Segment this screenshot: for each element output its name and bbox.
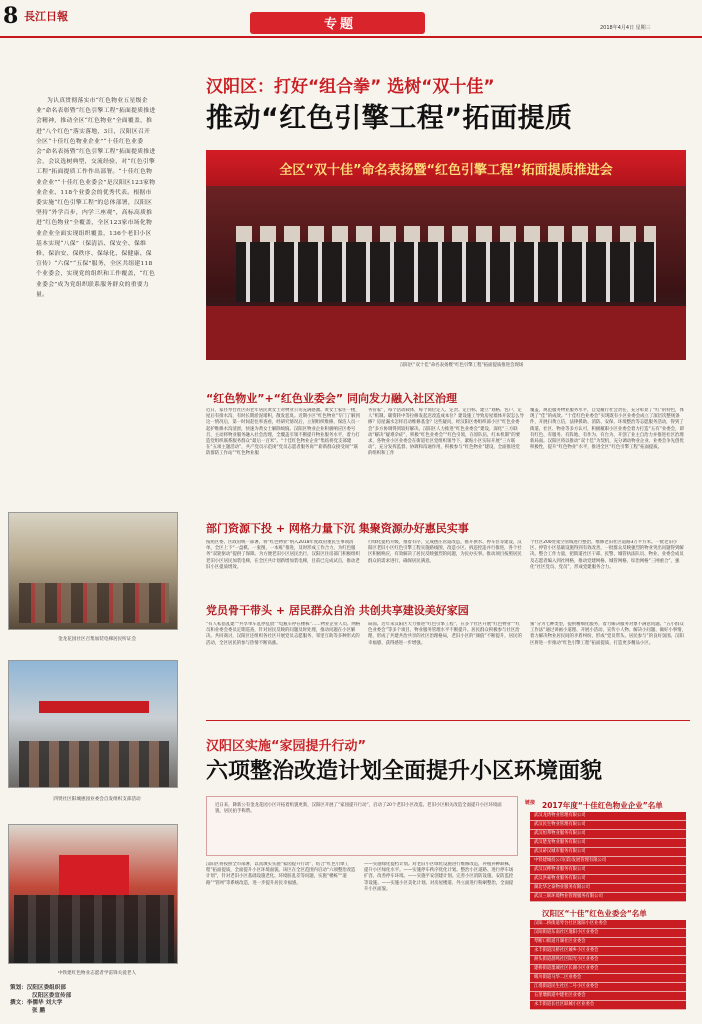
- list2-item: 汉阳街道东南社区逸阳小区业委会: [530, 929, 686, 938]
- list2-item: 永丰街道汉桥社区城乡小区业委会: [530, 947, 686, 956]
- section1-title: “红色物业”+“红色业委会” 同向发力融入社区治理: [206, 392, 457, 405]
- story1-headline: 推动“红色引擎工程”拓面提质: [206, 103, 573, 134]
- list2-item: 汉阳二桥街道琴台社区逸阳小区业委会: [530, 920, 686, 929]
- list1-item: 湖北华之泰物业服务有限公司: [530, 884, 686, 893]
- list2-item: 洲头街道晨鸣社区阳光小区业委会: [530, 956, 686, 965]
- list2-item: 五里墩街道中建社区业委会: [530, 992, 686, 1001]
- section2-col3: 个社区200处架空管线进行整治，维修老旧社区道路3万平方米。一批老旧小区、停管小区基础设施得到有效改善，一批群众反映强烈的物业突出问题得到解决。整合工作力量，把街道社区干部、民警、城管执法队员、物业、业委会成员及志愿者编入到社网格，推动党建网格、城管网格、综治网格“三网重合”，强化“社区党员、党员”，形成党建服务合力。: [530, 540, 684, 570]
- list2-item: 建桥街道墨城社区长湖小区业委会: [530, 965, 686, 974]
- story1-subtitle: 汉阳区：打好“组合拳” 选树“双十佳”: [206, 77, 495, 97]
- photo-caption-1: 金龙花园社区召集加装电梯居民听证会: [57, 637, 137, 642]
- list1-item: 武汉民生物业管理有限公司: [530, 821, 686, 830]
- section1-col3: 覆盖，规范服务物业服务水平，自觉履行社会责任，充分彰显了“红”的特色，体现了“佳”的成效。“十佳红色业委会”实现既有小区业委会成立了深层次整规条件，开展扫黄立信，法律援助、消防、安保、环境整治等志愿服务活动，得到了街道、社区、物业等多方认可，积极履职小区业委会着力打造“五有”业委会，即有红色、有服务、有阵地、有作为、有台为、开创了业主自治力并推进社区治理新局面。汉阳区将以推动“双十佳”为契机，充分调动物业企业、业委会争先创优积极性，提升“红色物业”水平，推进全区“红色引擎工程”拓面提质。: [530, 408, 684, 451]
- list2-item: 晴川街道马华二区业委会: [530, 974, 686, 983]
- issue-date: 2018年4月4日 星期三: [600, 25, 651, 31]
- list1-title: 2017年度“十佳红色物业企业”名单: [542, 801, 663, 810]
- story2-col1: 汉阳区将按照全市部署，以真填实实施“家园提升行动”，结合“红色引擎工程”拓面提质，全面提升小区环境面貌。该区在全区范围内启动“六项整治改造计划”，针对老旧小区基础设施老化、环境脏乱差等问题，实施“楼栋”“道路”“管网”等系统改造，进一步提升居民幸福感。: [206, 862, 356, 886]
- photo-party-activity: [8, 660, 178, 788]
- section3-col1: “有人私搭乱建”“共享单车乱停乱放”“电瓶车停在楼栋”……物业企业人员、网格员和业委会委员定期巡查，针对居民反映的问题及时处理，推动问题在小区解决。共同商讨，汉阳区还组织各社区开展党员志愿服务、邻里互助等多种形式的活动，全区居民的参与热情不断高涨。: [206, 622, 361, 646]
- section3-col2: 局面。近年来汉阳区大力推进“红色引擎工程”，在多个社区开展“红色物业”“红色业委会”等多个项目，物业服务管理水平不断提升。居民群众积极参与社区治理，形成了共建共治共享的社区治理格局，老旧小区的“颜值”不断提升，居民的幸福感、获得感进一步增强。: [368, 622, 522, 646]
- list1-item: 武汉楚龙物业服务有限公司: [530, 839, 686, 848]
- main-photo: [206, 150, 686, 360]
- photo-caption-2: 四贤社区阳城惠园业委会自发组织支部活动: [53, 797, 141, 802]
- list1-item: 中铁建城投公司(第)发展管理有限公司: [530, 857, 686, 866]
- story2-subtitle: 汉阳区实施“家园提升行动”: [206, 739, 367, 754]
- photo-banner-text: 全区“双十佳”命名表扬暨“红色引擎工程”拓面提质推进会: [279, 163, 613, 178]
- section3-col3: 蜜”分为七种类型，提供精细化服务，着力解决服务对象不满意问题。“五小群众工作法”通过讲画小道理、开展小活动、宣传小人物、解决小问题、做好小事情，着力解决物业居民间的矛盾纠纷，形成“党员带头、居民参与”的良好氛围。汉阳区将进一步推动“红色引擎工程”拓面提质，打造更多精品小区。: [530, 622, 686, 646]
- section2-title: 部门资源下投 + 网格力量下沉 集聚资源办好惠民实事: [206, 522, 469, 535]
- story2-headline: 六项整治改造计划全面提升小区环境面貌: [206, 759, 603, 784]
- credit-line: 汉阳区委宣传部: [32, 992, 72, 999]
- photo-volunteers: [8, 824, 178, 964]
- list1-item: 武汉三联环境物业管理服务有限公司: [530, 893, 686, 902]
- main-photo-caption: 汉阳区“双十佳”命名表扬暨“红色引擎工程”拓面提质推进会现场: [400, 363, 524, 368]
- newspaper-logo: 長江日報: [24, 10, 68, 23]
- list2-item: 琴断口街道月湖社区业委会: [530, 938, 686, 947]
- intro-text: 为认真贯彻落实市“红色物业五星级企业”命名表彰暨“红色引擎工程”拓面提质推进会精神，推动全区“红色物业”全面覆盖，推进“八个红色”落实落地，3日，汉阳区召开全区“十佳红色物业企业”“十佳红色业委会”命名表扬暨“红色引擎工程”拓面提质推进会，会议选树典型，交流经验，对“红色引擎工程”拓面提质工作作出部署。“十佳红色物业企业”“十佳红色业委会”是汉阳区123家物业企业、118个业委会的优秀代表。根据市委实施“红色引擎工程”的总体部署，汉阳区坚持“外学百步，内学三座观”，高标高质推进“红色物业”全覆盖，全区123家市场化物业企业全面实现组织覆盖，136个老旧小区基本实现“八保”（保清洁、保安全、保维修、保治安、保秩序、保绿化、保健康、保宣传）“六保”“五保”服务，全区共组建118个业委会，实现党的组织和工作覆盖，“红色业委会”成为党组织联系服务群众的重要力量。: [36, 98, 156, 298]
- photo-stage: [206, 186, 686, 360]
- link-label: 链接: [525, 800, 536, 806]
- credit-line: 撰文：李儒华 刘大学: [10, 1000, 63, 1007]
- list2-title: 汉阳区“十佳”红色业委会“名单: [542, 909, 647, 918]
- list1-item: 武汉汉桦物业服务有限公司: [530, 866, 686, 875]
- list1-item: 武汉恒邦物业服务有限公司: [530, 830, 686, 839]
- credit-line: 张 鹏: [32, 1007, 46, 1014]
- sidebar-lists: [522, 796, 690, 1022]
- story-divider: [206, 720, 690, 721]
- section3-title: 党员骨干带头 + 居民群众自治 共创共享建设美好家园: [206, 604, 469, 617]
- section-title: 专题: [323, 17, 356, 32]
- list1-item: 武汉洪豪物业服务有限公司: [530, 875, 686, 884]
- section2-col2: 行绿化提档升级，推着有序，完成摆庄管道改造，推开供水、停车位等建设，汉阳区老旧小区红色引擎工程实施路线图，改造小区、拆违控违并行推进，各个社区积极响应，有效解决了居民反映强烈的问题，为民办实事。推动项目按照居民群众的需求进行，确保居民满意。: [368, 540, 522, 564]
- list1-item: 武汉硚汉城市服务有限公司: [530, 848, 686, 857]
- photo-hearing: [8, 512, 178, 630]
- list2-item: 江堤街道民生社区二号小区业委会: [530, 983, 686, 992]
- page-number: 8: [3, 3, 19, 29]
- section2-col1: 按照区委、区政府统一部署，将“红色物业”纳入2018年度政府重民生事项清单，全区上下“一盘棋、一张图、一本账”推进，及时形成工作合力，为红色服务“双轮驱动”提供了保障。为方便老旧小区居民出行，汉阳区住房部门积极组织老旧小区居民加装电梯，在全区共计划新增加装电梯，目前已完成试点，推动老旧小区提质增效。: [206, 540, 360, 570]
- story2-lead: 近日来，降新公有金龙花园小区开拓着机貌更新，汉阳区开展了“家园提升行动”，启动了20个老旧小区改造。老旧小区相关改造全面提升小区环境面貌，居民拍手称赞。: [215, 803, 502, 815]
- photo-caption-3: 中铁建红色物业志愿者学雷锋关爱老人: [57, 971, 137, 976]
- list2-item: 永丰街道长社区联城小区业委会: [530, 1001, 686, 1010]
- section1-col1: 近日，家住琴台社区的老年居民黄女士对物业公司充满感激。黄女士家住一楼，屋后有排水沟，有时长期淤泥堵积，散发恶臭。近期小区“红色物业”专门了解到这一情况后，第一时间赶往率查看，经研究情况后，立刻组织维修，保洁人员一起护维修水沟清淤，快速为黄女士解除烦恼。汉阳区物业企业积极响应区委号召，主动将物业服务融入社会治理，全覆盖引领不断提升物业服务水平，着力打造党组织联系服务群众“最后一百米”。“十佳红色物业企业”集结将党支部建在“五项主题活动”，共产党员示范岗“党员志愿者服务岗”“崭新群众接受岗”“联防群防工作站”“红色物业服: [206, 408, 360, 457]
- credit-line: 策划：汉阳区委组织部: [10, 985, 66, 991]
- list1-item: 武汉龙湾物业管理有限公司: [530, 812, 686, 821]
- story2-lead-box: [206, 796, 518, 856]
- section1-col2: 务管家”，每个活动载体，每个岗位定人、定责、定目标，建立“划格、包户、定人”机制。碳资转中等拉修发起迟改造成本位？建设施工导致房屋墙体开裂怎么导修？房屋漏水怎样启动维修基金？这些疑问，经汉阳区委组织部小区“红色业委会”多方协调得到较好解决。汉阳区人力推进“红色业委会”建设，深化“三方联动”解决“疑难杂症”，积极“红色业委会”“红色引领，在原队伍，红本机制”的要求，各物业小区业委会在街道社区党组织领导下，紧贴小区实际开展“三方联动”，充分发挥监督、协调和沟通作用，积极参与“红色物业”建设，全面推进党的组织和工作: [368, 408, 524, 457]
- credits: [10, 985, 71, 1015]
- header-rule: [0, 36, 702, 38]
- story2-col2: ——实施绿化提档计划。对老旧小区绿化设施进行维修改造，补植补种缺株，提升小区绿化水平。——实施停车秩序优化计划。整治小区道路、进行停车场扩容，改善停车环境。——实施平安创建计划。完善小区消防设施、安防监控等设施。——实施小区美化计划。对房屋楼道、外立面进行粉刷整治，全面提升小区面貌。: [364, 862, 514, 892]
